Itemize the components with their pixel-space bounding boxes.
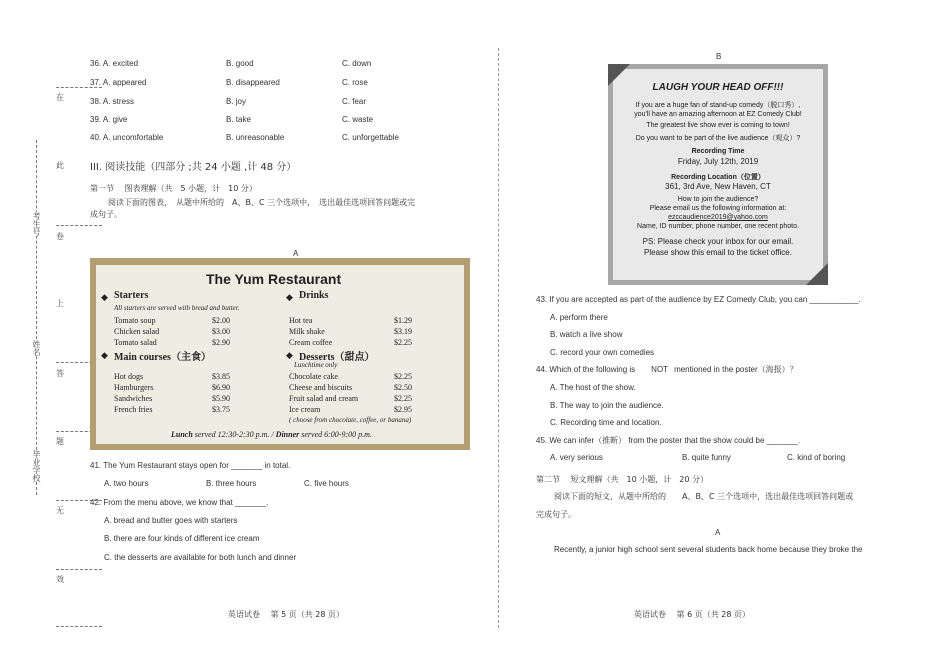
menu-item-name: Hamburgers: [114, 383, 154, 392]
page-divider: [498, 48, 499, 628]
question-43-option-c[interactable]: C. record your own comedies: [550, 348, 655, 357]
question-41-option-b[interactable]: B. three hours: [206, 479, 257, 488]
menu-item-price: $3.00: [212, 327, 230, 336]
menu-item-price: $2.25: [394, 338, 412, 347]
question-45-option-c[interactable]: C. kind of boring: [787, 453, 846, 462]
part1-instruction-cont: 成句子。: [90, 210, 122, 219]
option-b: B. good: [226, 59, 254, 68]
diamond-icon: ◆: [101, 292, 108, 302]
diamond-icon: ◆: [286, 350, 293, 360]
ice-cream-note: ( choose from chocolate, coffee, or banana): [289, 416, 412, 424]
poster-title: LAUGH YOUR HEAD OFF!!!: [652, 82, 784, 93]
candidate-number-field: 考生号: [32, 212, 41, 236]
desserts-note: Lunchtime only: [294, 361, 338, 369]
menu-item-price: $3.75: [212, 405, 230, 414]
question-45-stem: 45. We can infer（推断） from the poster that the show could be _______.: [536, 436, 800, 445]
menu-item-name: Hot tea: [289, 316, 313, 325]
question-42-option-c[interactable]: C. the desserts are available for both lunch and dinner: [104, 553, 297, 562]
part2-title: 第二节 短文理解（共 10 小题，计 20 分）: [536, 475, 708, 484]
menu-item-price: $1.29: [394, 316, 412, 325]
passage-label-a: A: [293, 249, 299, 258]
lunch-time: served 12:30-2:30 p.m. /: [192, 430, 276, 439]
dinner-label: Dinner: [275, 430, 300, 439]
option-c: C. unforgettable: [342, 133, 399, 142]
page-footer-right: 英语试卷 第 6 页（共 28 页）: [634, 610, 750, 619]
menu-item-price: $2.25: [394, 394, 412, 403]
question-45-option-b[interactable]: B. quite funny: [682, 453, 731, 462]
question-43-option-b[interactable]: B. watch a live show: [550, 330, 623, 339]
question-42-option-b[interactable]: B. there are four kinds of different ice cream: [104, 534, 260, 543]
menu-item-price: $2.50: [394, 383, 412, 392]
dash-separator: [56, 225, 102, 226]
option-a: 38. A. stress: [90, 97, 135, 106]
drinks-heading: Drinks: [299, 290, 329, 301]
option-c: C. waste: [342, 115, 374, 124]
option-b: B. unreasonable: [226, 133, 285, 142]
side-mark: 效: [56, 575, 64, 584]
part2-instruction: 阅读下面的短文，从题中所给的 A、B、C 三个选项中，选出最佳选项回答问题或: [554, 492, 854, 501]
menu-footer: [171, 430, 372, 439]
question-41-option-c[interactable]: C. five hours: [304, 479, 349, 488]
question-43-option-a[interactable]: A. perform there: [550, 313, 608, 322]
main-courses-heading: Main courses（主食）: [114, 352, 211, 363]
side-mark: 此: [56, 161, 64, 170]
menu-item-price: $2.95: [394, 405, 412, 414]
menu-item-name: Milk shake: [289, 327, 325, 336]
option-c: C. rose: [342, 78, 368, 87]
binding-dashed-line: [36, 140, 37, 495]
menu-item-name: Ice cream: [289, 405, 321, 414]
question-43-stem: 43. If you are accepted as part of the audience by EZ Comedy Club, you can ___________.: [536, 295, 861, 304]
menu-item-price: $6.90: [212, 383, 230, 392]
side-mark: 在: [56, 93, 64, 102]
menu-item-name: Sandwiches: [114, 394, 153, 403]
restaurant-menu-image: [90, 258, 470, 450]
option-a: 36. A. excited: [90, 59, 139, 68]
dash-separator: [56, 87, 102, 88]
dinner-time: served 6:00-9:00 p.m.: [299, 430, 372, 439]
dash-separator: [56, 569, 102, 570]
passage-text: Recently, a junior high school sent several students back home because they broke the: [554, 545, 863, 554]
question-44-option-a[interactable]: A. The host of the show.: [550, 383, 636, 392]
question-44-stem-part2: mentioned in the poster（海报）？: [674, 365, 798, 374]
side-mark: 无: [56, 506, 64, 515]
diamond-icon: ◆: [286, 292, 293, 302]
starters-note: All starters are served with bread and butter.: [114, 304, 240, 312]
menu-item-name: Cheese and biscuits: [289, 383, 353, 392]
poster-email: ezccaudience2019@yahoo.com: [668, 214, 768, 221]
menu-item-price: $5.90: [212, 394, 230, 403]
option-b: B. disappeared: [226, 78, 280, 87]
menu-item-name: French fries: [114, 405, 153, 414]
question-41-stem: 41. The Yum Restaurant stays open for _______ in total.: [90, 461, 291, 470]
menu-item-price: $2.25: [394, 372, 412, 381]
question-45-option-a[interactable]: A. very serious: [550, 453, 603, 462]
option-a: 37. A. appeared: [90, 78, 147, 87]
poster-line: How to join the audience?: [677, 196, 759, 203]
part1-instruction: 阅读下面的图表， 从题中所给的 A、B、C 三个选项中， 选出最佳选项回答问题或完: [108, 198, 416, 207]
school-field: 毕业学校: [32, 450, 41, 482]
menu-item-name: Hot dogs: [114, 372, 144, 381]
menu-item-name: Chocolate cake: [289, 372, 339, 381]
menu-item-price: $2.00: [212, 316, 230, 325]
poster-line: Do you want to be part of the live audience（观众）?: [635, 135, 801, 142]
option-b: B. joy: [226, 97, 247, 106]
poster-ps: PS: Please check your inbox for our email.: [642, 237, 794, 246]
name-field: 姓名: [32, 340, 41, 356]
question-42-option-a[interactable]: A. bread and butter goes with starters: [104, 516, 238, 525]
recording-location: 361, 3rd Ave, New Haven, CT: [665, 182, 771, 191]
recording-time: Friday, July 12th, 2019: [677, 157, 759, 166]
side-mark: 上: [56, 299, 64, 308]
desserts-heading: Desserts（甜点）: [299, 352, 375, 363]
recording-location-heading: Recording Location（位置）: [671, 174, 765, 181]
lunch-label: Lunch: [171, 430, 193, 439]
side-mark: 卷: [56, 232, 64, 241]
comedy-poster-image: [608, 64, 828, 285]
dash-separator: [56, 626, 102, 627]
menu-item-price: $3.19: [394, 327, 412, 336]
menu-title: The Yum Restaurant: [206, 271, 342, 287]
question-44-stem-part1: 44. Which of the following is: [536, 365, 636, 374]
question-41-option-a[interactable]: A. two hours: [104, 479, 149, 488]
menu-item-price: $2.90: [212, 338, 230, 347]
option-c: C. down: [342, 59, 372, 68]
menu-item-name: Chicken salad: [114, 327, 160, 336]
section-title: III. 阅读技能（四部分 ;共 24 小题 ,计 48 分）: [90, 162, 297, 173]
diamond-icon: ◆: [101, 350, 108, 360]
option-b: B. take: [226, 115, 251, 124]
part1-title: 第一节 图表理解（共 5 小题，计 10 分）: [90, 184, 257, 193]
side-mark: 题: [56, 437, 64, 446]
page-footer-left: 英语试卷 第 5 页（共 28 页）: [228, 610, 344, 619]
poster-line: Name, ID number, phone number, one recent photo.: [637, 223, 799, 230]
passage-label-a-right: A: [715, 528, 721, 537]
menu-item-name: Cream coffee: [289, 338, 333, 347]
menu-card: [96, 265, 464, 444]
poster-line: If you are a huge fan of stand-up comedy（脱口秀）,: [635, 102, 801, 109]
side-mark: 答: [56, 369, 64, 378]
starters-heading: Starters: [114, 290, 149, 301]
question-44-stem: [536, 364, 798, 375]
option-a: 40. A. uncomfortable: [90, 133, 164, 142]
question-42-stem: 42. From the menu above, we know that _______.: [90, 498, 269, 507]
question-44-not: NOT: [651, 365, 669, 374]
question-44-option-b[interactable]: B. The way to join the audience.: [550, 401, 664, 410]
menu-item-price: $3.85: [212, 372, 230, 381]
poster-line: Please email us the following information at:: [649, 205, 787, 212]
recording-time-heading: Recording Time: [691, 148, 745, 155]
question-44-option-c[interactable]: C. Recording time and location.: [550, 418, 662, 427]
menu-item-name: Tomato soup: [114, 316, 156, 325]
menu-item-name: Tomato salad: [114, 338, 157, 347]
page-curl-decoration: [608, 64, 828, 285]
part2-instruction-cont: 完成句子。: [536, 510, 576, 519]
option-a: 39. A. give: [90, 115, 128, 124]
menu-item-name: Fruit salad and cream: [289, 394, 359, 403]
poster-line: The greatest live show ever is coming to town!: [646, 122, 790, 129]
option-c: C. fear: [342, 97, 367, 106]
passage-label-b: B: [716, 52, 722, 61]
poster-line: you'll have an amazing afternoon at EZ Comedy Club!: [634, 111, 802, 118]
poster-ps: Please show this email to the ticket office.: [644, 248, 792, 257]
